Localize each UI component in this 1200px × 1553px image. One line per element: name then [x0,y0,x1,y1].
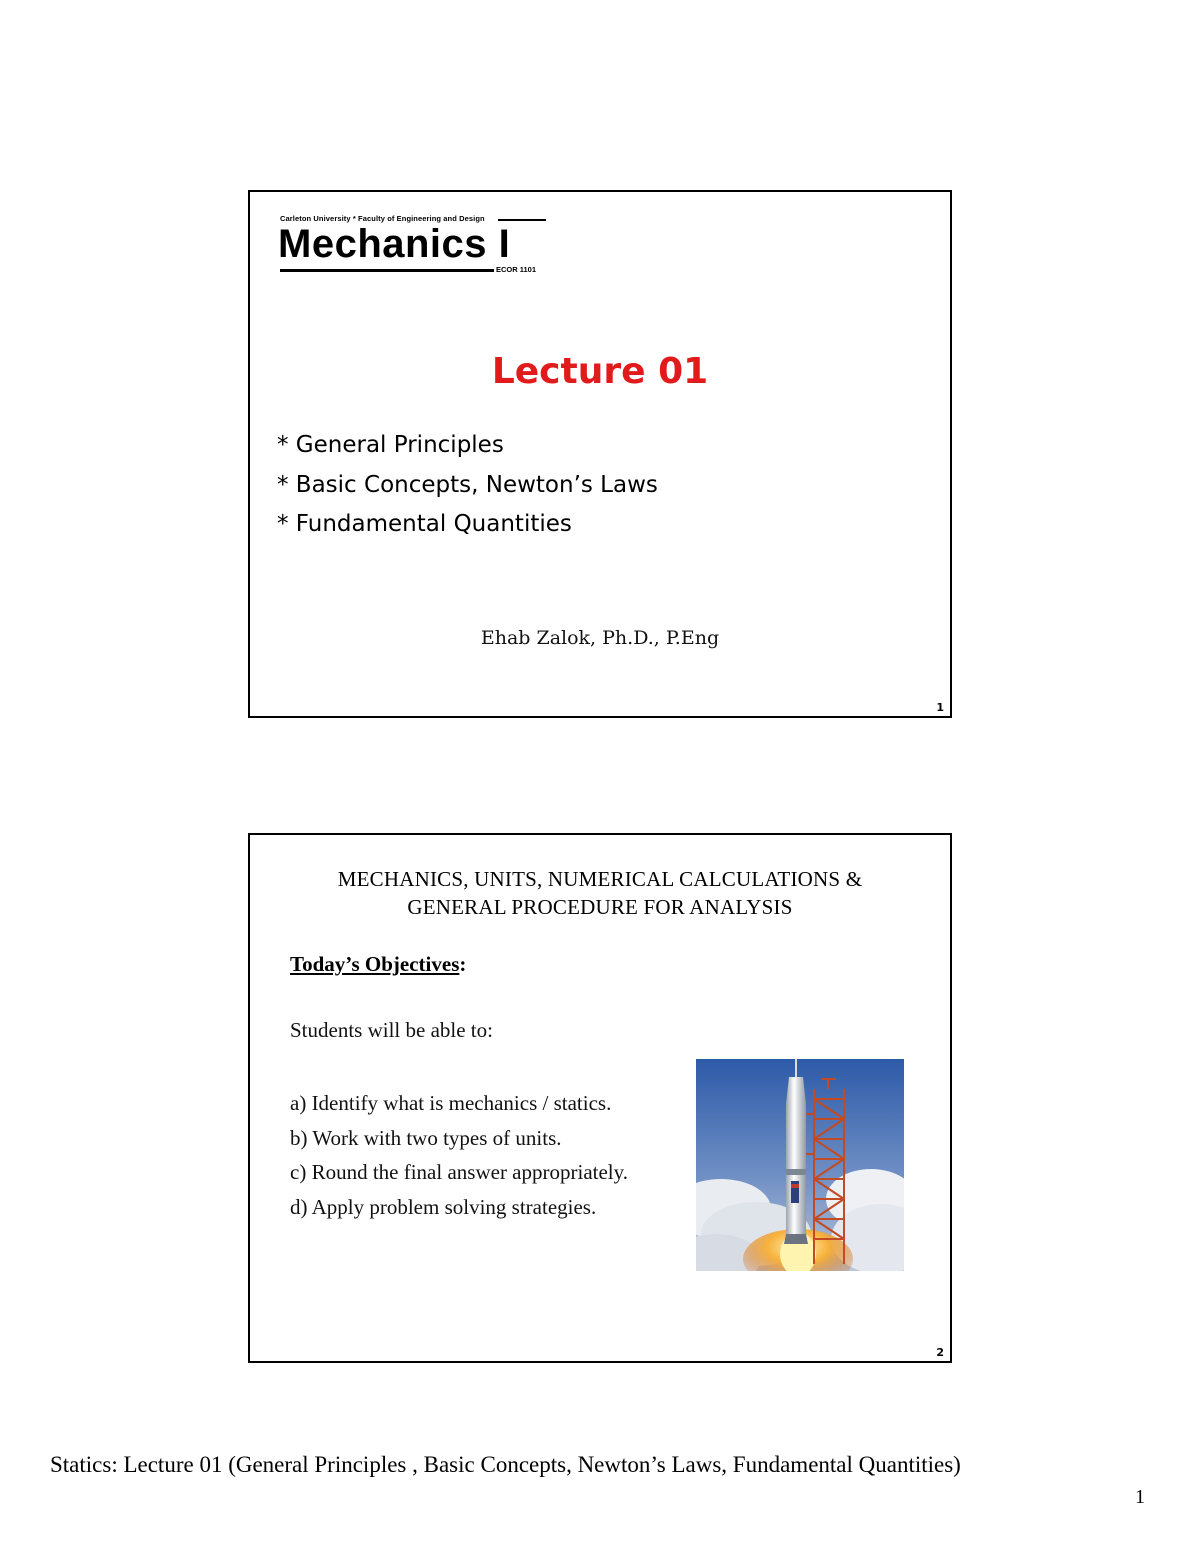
topic-list [277,426,658,545]
author-name: Ehab Zalok, Ph.D., P.Eng [480,627,720,649]
objective-item: a) Identify what is mechanics / statics. [290,1091,612,1115]
objective-item: b) Work with two types of units. [290,1125,562,1150]
logo-course-code: ECOR 1101 [496,265,537,274]
slide-heading [250,865,950,921]
logo-bottom-rule [280,269,494,272]
rocket-launch-image [696,1059,904,1271]
objectives-label-colon: : [459,952,467,976]
topic-item: * Fundamental Quantities [277,511,572,537]
lecture-title: Lecture 01 [491,351,709,392]
objective-item: d) Apply problem solving strategies. [290,1194,597,1219]
slide-number: 1 [936,701,944,714]
page-footer-caption: Statics: Lecture 01 (General Principles , Basic Concepts, Newton’s Laws, Fundamental Quantities) [50,1452,961,1477]
logo-university-text: Carleton University * Faculty of Engineering and Design [280,214,485,223]
logo-title: Mechanics I [278,222,511,266]
objective-item: c) Round the final answer appropriately. [290,1160,629,1184]
objectives-label-text: Today’s Objectives [290,952,460,976]
slide-1 [248,190,952,718]
slide-heading-line: GENERAL PROCEDURE FOR ANALYSIS [407,895,793,919]
topic-item: * Basic Concepts, Newton’s Laws [277,471,658,498]
rocket-launch-illustration [696,1059,904,1271]
topic-item: * General Principles [277,432,504,458]
slide-number: 2 [936,1346,944,1359]
page-number: 1 [1135,1486,1145,1508]
mechanics-logo [278,214,546,276]
slide-heading-line: MECHANICS, UNITS, NUMERICAL CALCULATIONS & [337,867,863,891]
slide-2 [248,833,952,1363]
objectives-list [290,1086,628,1224]
objectives-intro: Students will be able to: [290,1018,493,1042]
objectives-label [290,952,466,977]
